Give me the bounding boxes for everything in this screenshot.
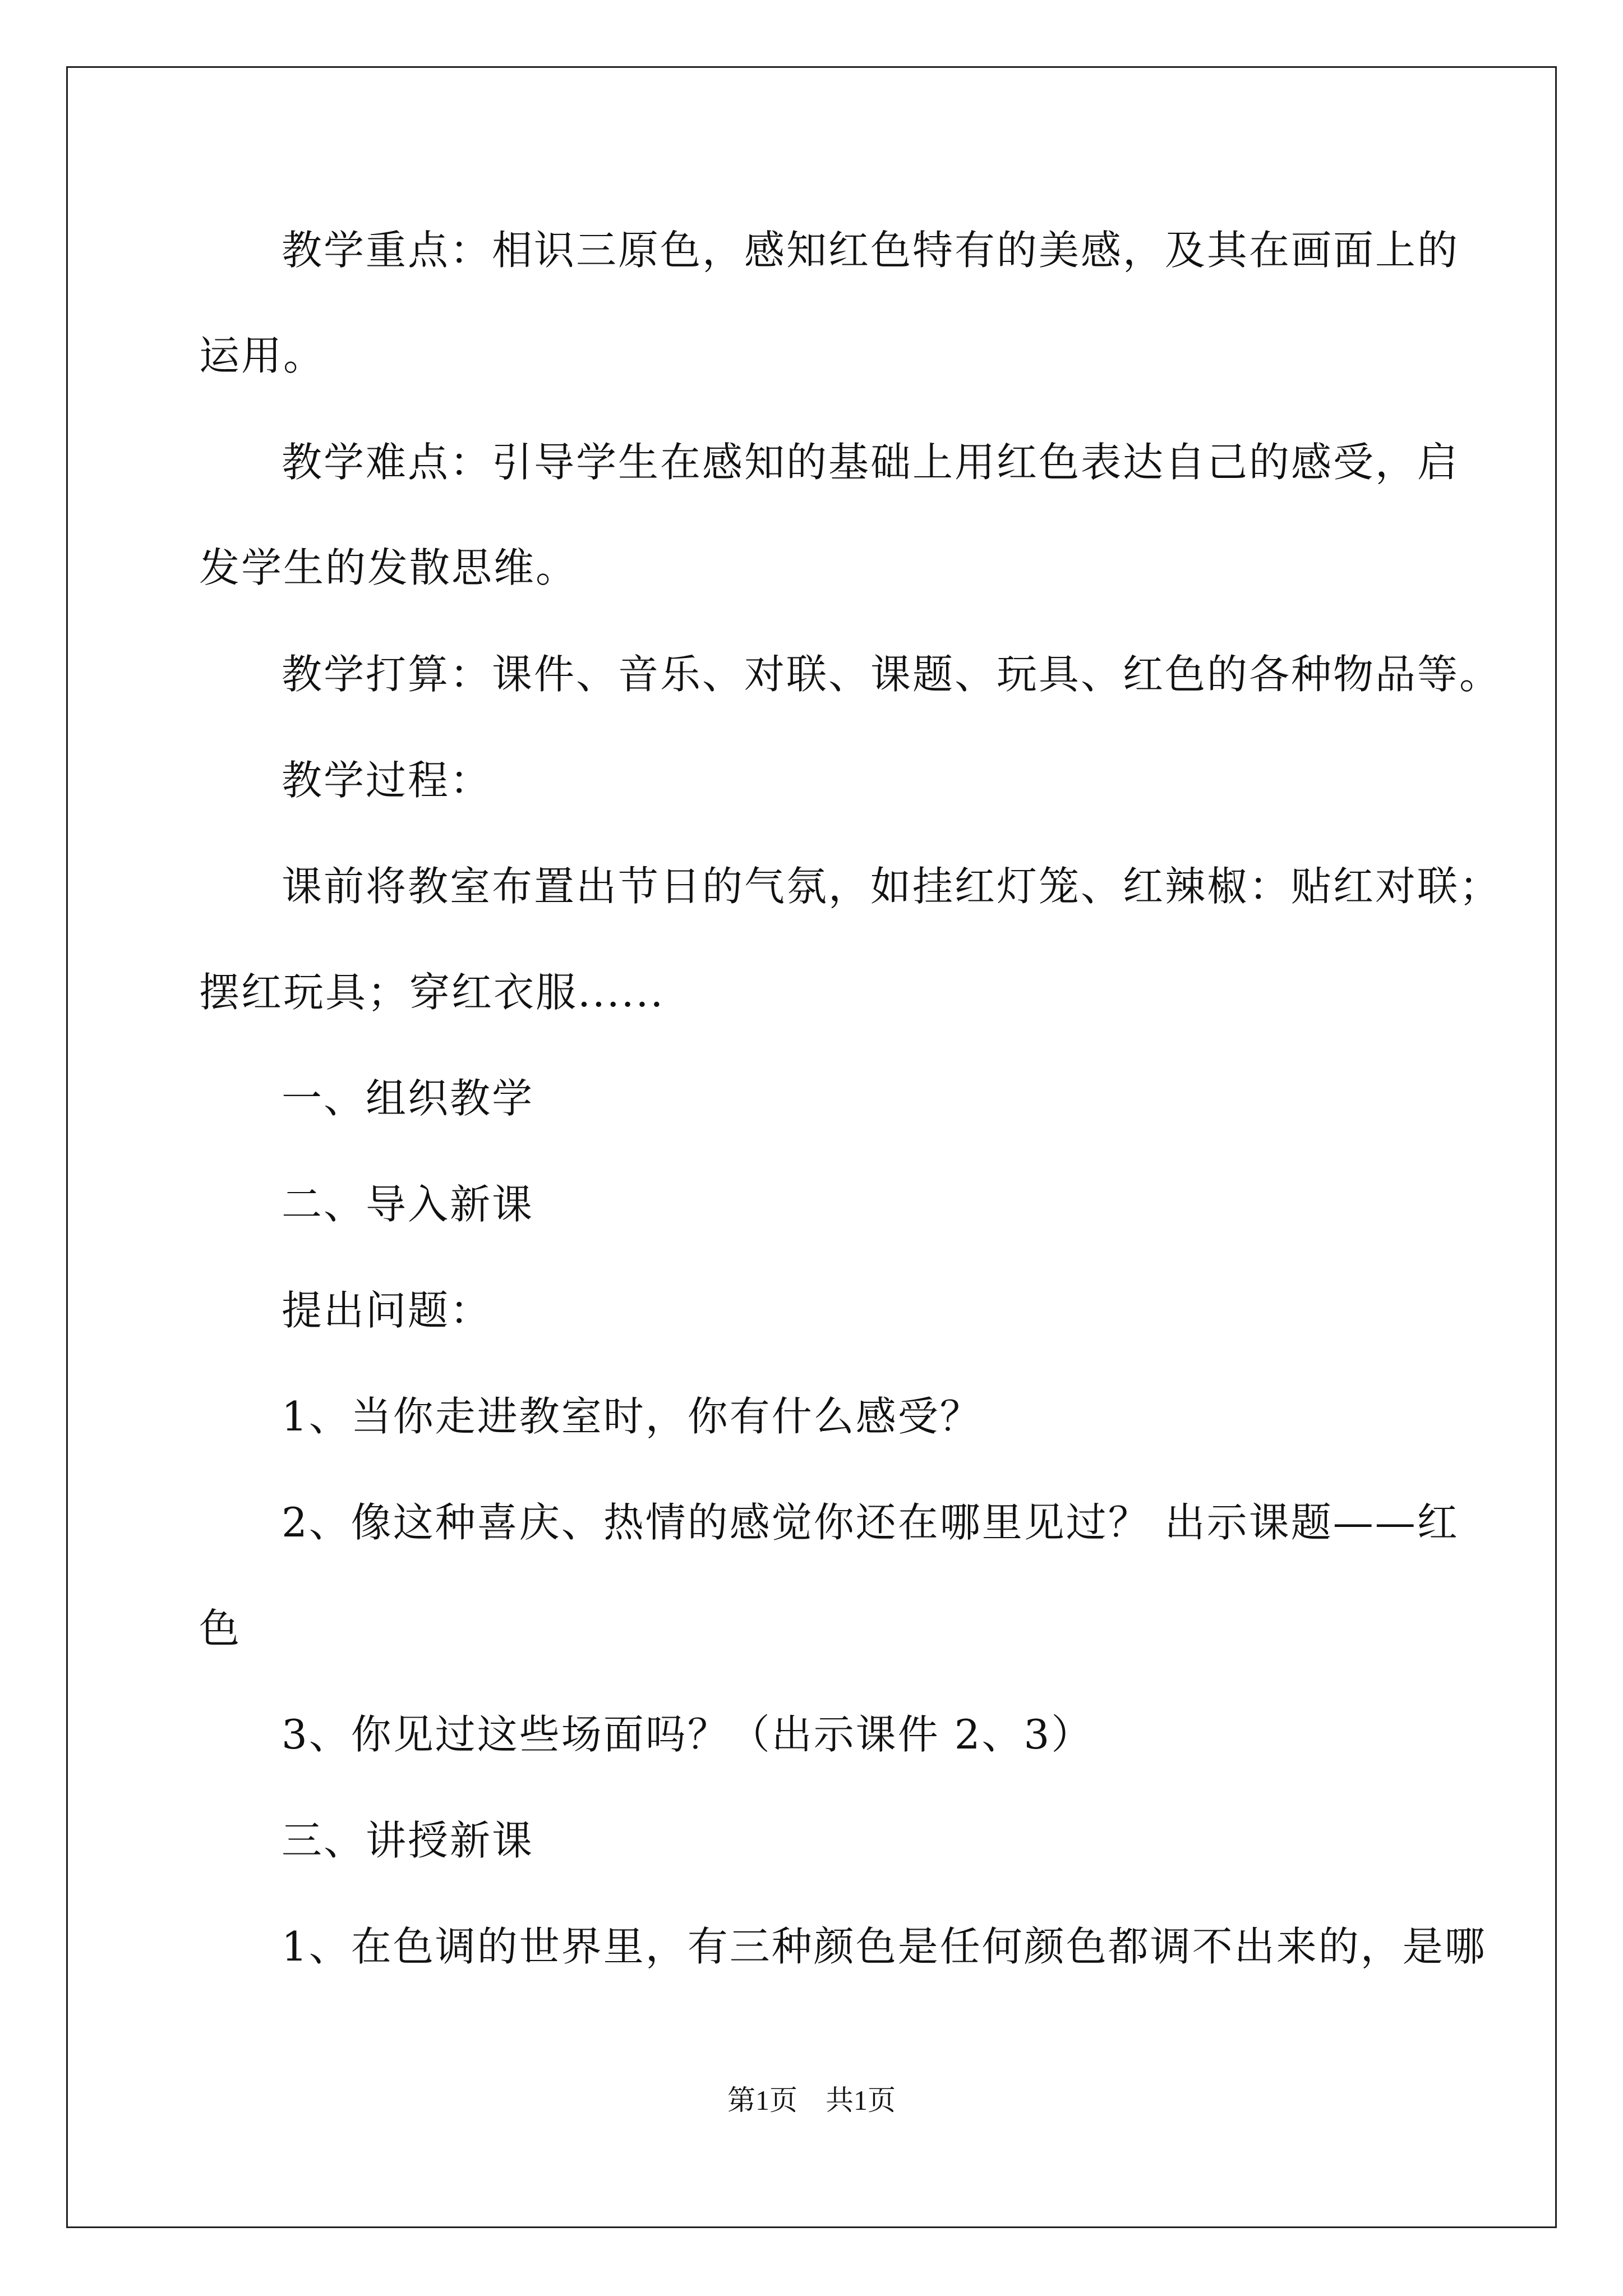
text-line: 教学过程： [282,757,492,804]
text-line: 色 [199,1605,242,1652]
text-line: 提出问题： [282,1287,492,1334]
text-line: 运用。 [199,332,326,379]
list-item: 1、当你走进教室时，你有什么感受？ [282,1393,982,1440]
page-footer: 第1页 共1页 [727,2085,896,2116]
text-line: 课前将教室布置出节日的气氛，如挂红灯笼、红辣椒：贴红对联； [282,863,1502,910]
section-heading: 一、组织教学 [282,1075,534,1122]
section-heading: 二、导入新课 [282,1181,534,1228]
section-heading: 三、讲授新课 [282,1817,534,1864]
text-line: 教学难点：引导学生在感知的基础上用红色表达自己的感受，启 [282,439,1460,486]
text-line: 教学重点：相识三原色，感知红色特有的美感，及其在画面上的 [282,227,1460,274]
list-item: 3、你见过这些场面吗？（出示课件 2、3） [282,1711,1094,1758]
page-border [66,66,1557,2228]
list-item: 1、在色调的世界里，有三种颜色是任何颜色都调不出来的，是哪 [282,1923,1487,1970]
list-item: 2、像这种喜庆、热情的感觉你还在哪里见过？ 出示课题——红 [282,1499,1459,1546]
text-line: 发学生的发散思维。 [199,544,578,591]
text-line: 摆红玩具；穿红衣服...... [199,969,665,1016]
text-line: 教学打算：课件、音乐、对联、课题、玩具、红色的各种物品等。 [282,651,1502,698]
